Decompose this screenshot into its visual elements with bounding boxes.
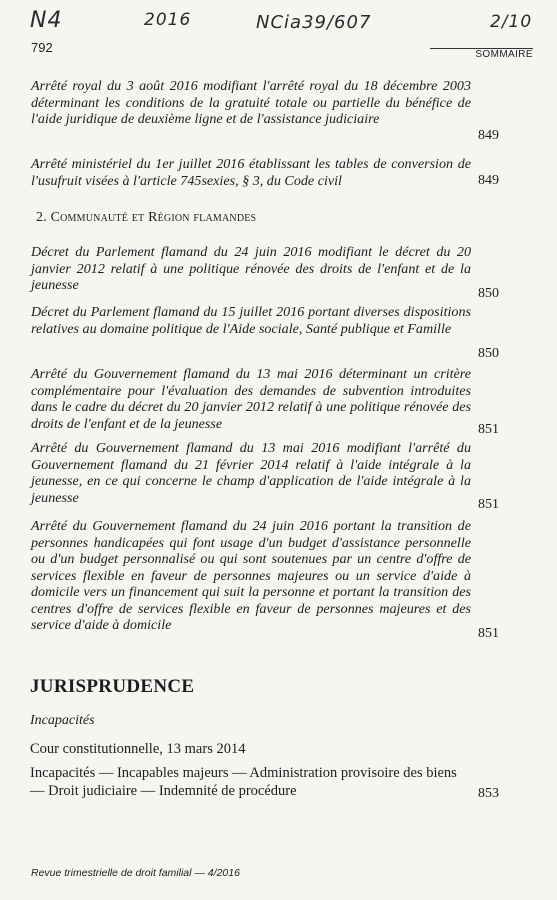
entry-arrete-royal (31, 78, 471, 128)
entry-page-number: 850 (478, 346, 499, 361)
handwritten-note-year: 2016 (144, 10, 192, 30)
entry-page-number: 850 (478, 286, 499, 301)
entry-decret-24-juin (31, 244, 471, 294)
entry-page-number: 851 (478, 497, 499, 512)
entry-text: Arrêté du Gouvernement flamand du 24 juin 2016 portant la transition de personnes handicapées qui font usage d'un budget d'assistance personnelle ou d'un budget personnalisé ou qui sont soutenues par un centre d'offre de services flexible en faveur de personnes majeures ou un service d'aide à domicile vers un financement qui suit la personne et portant la transition des centres d'offre de services flexible en faveur de personnes majeures et des service d'aide à domicile (31, 518, 471, 633)
running-header-section: SOMMAIRE (475, 49, 533, 60)
entry-text: Arrêté ministériel du 1er juillet 2016 établissant les tables de conversion de l'usufruit visées à l'article 745sexies, § 3, du Code civil (31, 156, 471, 189)
decision-keywords: Incapacités — Incapables majeurs — Administration provisoire des biens — Droit judiciaire — Indemnité de procédure (30, 765, 457, 799)
section-heading-flemish: 2. Communauté et Région flamandes (36, 210, 257, 225)
jurisprudence-heading: JURISPRUDENCE (30, 676, 195, 697)
entry-arrete-ministeriel (31, 156, 471, 189)
entry-arrete-13-mai-aide-integrale (31, 440, 471, 506)
entry-page-number: 853 (478, 786, 499, 801)
entry-text: Arrêté royal du 3 août 2016 modifiant l'arrêté royal du 18 décembre 2003 déterminant les conditions de la gratuité totale ou partielle du bénéfice de l'aide juridique de deuxième ligne et de l'assistance judiciaire (31, 78, 471, 127)
journal-footer: Revue trimestrielle de droit familial — 4/2016 (31, 867, 240, 879)
entry-text: Arrêté du Gouvernement flamand du 13 mai 2016 déterminant un critère complémentaire pour l'évaluation des demandes de subvention introduites dans le cadre du décret du 20 janvier 2012 relatif à une politique rénovée des droits de l'enfant et de la jeunesse (31, 366, 471, 432)
entry-text: Décret du Parlement flamand du 24 juin 2016 modifiant le décret du 20 janvier 2012 relatif à une politique rénovée des droits de l'enfant et de la jeunesse (31, 244, 471, 293)
entry-page-number: 851 (478, 626, 499, 641)
entry-text: Arrêté du Gouvernement flamand du 13 mai 2016 modifiant l'arrêté du Gouvernement flamand du 21 février 2014 relatif à l'aide intégrale à la jeunesse, en ce qui concerne le champ d'application de l'aide intégrale à la jeunesse (31, 440, 471, 506)
handwritten-note-left: N4 (30, 8, 63, 33)
entry-text: Décret du Parlement flamand du 15 juillet 2016 portant diverses dispositions relatives au domaine politique de l'Aide sociale, Santé publique et Famille (31, 304, 471, 337)
handwritten-note-page: 2/10 (490, 12, 533, 32)
entry-page-number: 849 (478, 173, 499, 188)
handwritten-note-reference: NCia39/607 (256, 12, 372, 33)
court-decision: Cour constitutionnelle, 13 mars 2014 (30, 741, 246, 757)
page-number: 792 (31, 40, 53, 55)
entry-arrete-13-mai-critere (31, 366, 471, 432)
jurisprudence-subheading: Incapacités (30, 713, 95, 728)
entry-arrete-24-juin-transition (31, 518, 471, 634)
entry-decret-15-juillet (31, 304, 471, 337)
entry-page-number: 849 (478, 128, 499, 143)
entry-page-number: 851 (478, 422, 499, 437)
